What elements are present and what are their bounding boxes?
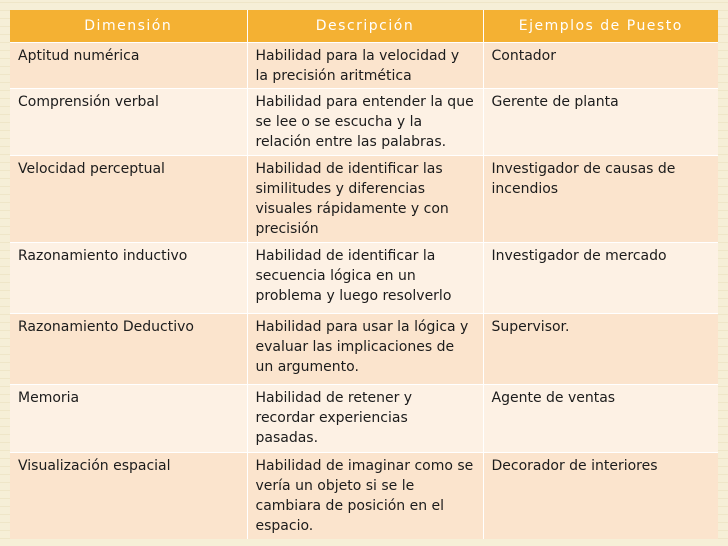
description-cell: Habilidad para la velocidad y la precisión aritmética bbox=[247, 43, 483, 89]
header-row bbox=[10, 10, 718, 43]
table-row bbox=[10, 89, 718, 156]
table-row bbox=[10, 453, 718, 539]
example-cell: Decorador de interiores bbox=[483, 453, 718, 539]
table-row bbox=[10, 43, 718, 89]
table-row bbox=[10, 385, 718, 453]
dimension-cell: Visualización espacial bbox=[10, 453, 247, 539]
example-cell: Agente de ventas bbox=[483, 385, 718, 453]
header-examples: Ejemplos de Puesto bbox=[483, 10, 718, 43]
example-cell: Gerente de planta bbox=[483, 89, 718, 156]
example-cell: Investigador de mercado bbox=[483, 243, 718, 314]
header-dimension: Dimensión bbox=[10, 10, 247, 43]
description-cell: Habilidad de identificar la secuencia lógica en un problema y luego resolverlo bbox=[247, 243, 483, 314]
dimension-cell: Aptitud numérica bbox=[10, 43, 247, 89]
description-cell: Habilidad para usar la lógica y evaluar las implicaciones de un argumento. bbox=[247, 314, 483, 385]
dimension-cell: Comprensión verbal bbox=[10, 89, 247, 156]
example-cell: Investigador de causas de incendios bbox=[483, 156, 718, 243]
table-row bbox=[10, 243, 718, 314]
table-row bbox=[10, 314, 718, 385]
description-cell: Habilidad de identificar las similitudes y diferencias visuales rápidamente y con precisión bbox=[247, 156, 483, 243]
description-cell: Habilidad para entender la que se lee o se escucha y la relación entre las palabras. bbox=[247, 89, 483, 156]
description-cell: Habilidad de imaginar como se vería un objeto si se le cambiara de posición en el espacio. bbox=[247, 453, 483, 539]
header-description: Descripción bbox=[247, 10, 483, 43]
example-cell: Contador bbox=[483, 43, 718, 89]
aptitudes-table bbox=[10, 10, 718, 539]
dimension-cell: Razonamiento inductivo bbox=[10, 243, 247, 314]
description-cell: Habilidad de retener y recordar experiencias pasadas. bbox=[247, 385, 483, 453]
dimension-cell: Velocidad perceptual bbox=[10, 156, 247, 243]
dimension-cell: Razonamiento Deductivo bbox=[10, 314, 247, 385]
table-row bbox=[10, 156, 718, 243]
dimension-cell: Memoria bbox=[10, 385, 247, 453]
example-cell: Supervisor. bbox=[483, 314, 718, 385]
